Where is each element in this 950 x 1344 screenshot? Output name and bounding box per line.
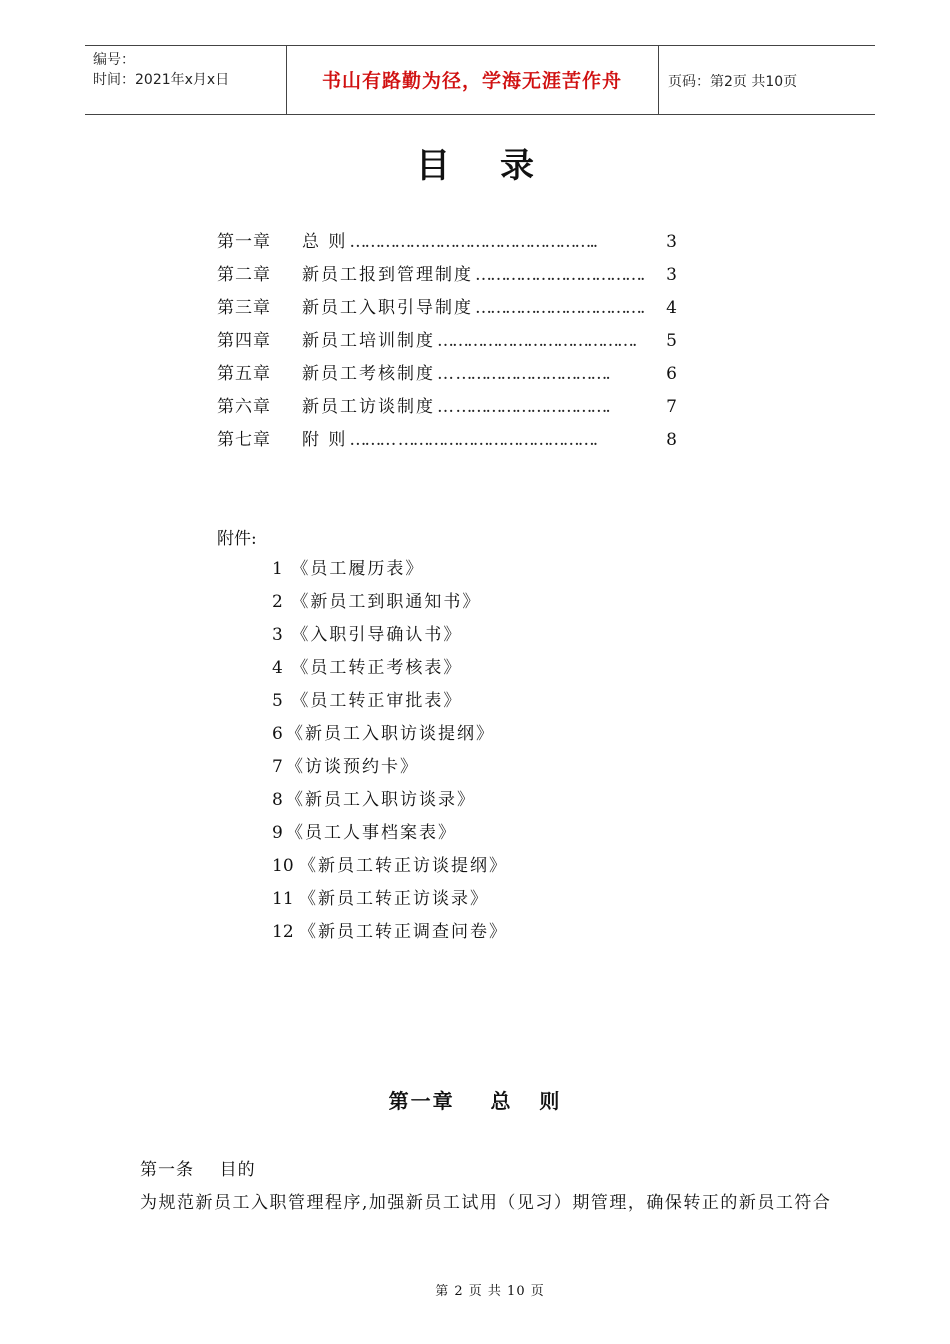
header-motto: 书山有路勤为径，学海无涯苦作舟 xyxy=(321,70,622,92)
toc-chapter: 第七章 xyxy=(217,430,271,450)
toc-chapter: 第五章 xyxy=(217,364,271,384)
attachment-number: 7 xyxy=(272,757,283,777)
toc-name: 新员工培训制度 xyxy=(302,331,435,351)
attachment-item xyxy=(272,752,508,785)
toc-name: 新员工访谈制度 xyxy=(302,397,435,417)
attachment-title: 《员工人事档案表》 xyxy=(286,823,457,843)
page-title: 目录 xyxy=(416,146,584,186)
attachment-item xyxy=(272,785,508,818)
toc-entry[interactable] xyxy=(217,426,677,459)
toc-page: 3 xyxy=(666,232,677,252)
toc-page: 3 xyxy=(666,265,677,285)
attachment-title: 《员工转正审批表》 xyxy=(291,691,463,711)
attachment-item xyxy=(272,587,508,620)
body-paragraph: 为规范新员工入职管理程序,加强新员工试用（见习）期管理，确保转正的新员工符合 xyxy=(140,1193,832,1213)
toc-leader: ……………………………. xyxy=(475,265,644,285)
toc-chapter: 第四章 xyxy=(217,331,271,351)
toc-name: 新员工考核制度 xyxy=(302,364,435,384)
time-label: 时间：2021年x月x日 xyxy=(93,72,230,88)
toc-leader: ………………………………………….. xyxy=(349,232,597,252)
toc-page: 5 xyxy=(666,331,677,351)
toc-page: 7 xyxy=(666,397,677,417)
attachment-number: 10 xyxy=(272,856,294,876)
toc-entry[interactable] xyxy=(217,261,677,294)
toc-name: 新员工入职引导制度 xyxy=(302,298,473,318)
toc-leader: …………………………………. xyxy=(437,331,636,351)
toc-leader: ……… …………………………………. xyxy=(349,430,597,450)
attachment-number: 5 xyxy=(272,691,283,711)
attachment-number: 8 xyxy=(272,790,283,810)
attachments-list xyxy=(272,554,508,950)
attachment-title: 《新员工入职访谈录》 xyxy=(286,790,476,810)
header-meta xyxy=(93,50,229,90)
chapter-heading: 第一章 总 则 xyxy=(388,1089,562,1113)
toc-entry[interactable] xyxy=(217,228,677,261)
attachment-number: 2 xyxy=(272,592,283,612)
attachment-title: 《访谈预约卡》 xyxy=(286,757,419,777)
toc-entry[interactable] xyxy=(217,327,677,360)
toc-chapter: 第六章 xyxy=(217,397,271,417)
attachment-title: 《员工履历表》 xyxy=(291,559,425,579)
attachment-item xyxy=(272,818,508,851)
page-footer: 第 2 页 共 10 页 xyxy=(435,1284,545,1299)
attachment-number: 3 xyxy=(272,625,283,645)
attachment-title: 《新员工入职访谈提纲》 xyxy=(286,724,495,744)
attachment-title: 《入职引导确认书》 xyxy=(291,625,463,645)
attachment-item xyxy=(272,653,508,686)
attachment-item xyxy=(272,554,508,587)
toc-name: 附 则 xyxy=(302,430,348,450)
table-of-contents xyxy=(217,228,677,459)
attachments-label: 附件: xyxy=(217,529,257,549)
toc-chapter: 第一章 xyxy=(217,232,271,252)
attachment-number: 11 xyxy=(272,889,294,909)
header-page-info: 页码：第2页 共10页 xyxy=(668,74,798,90)
attachment-title: 《新员工转正访谈录》 xyxy=(299,889,490,909)
toc-entry[interactable] xyxy=(217,294,677,327)
toc-entry[interactable] xyxy=(217,393,677,426)
attachment-item xyxy=(272,719,508,752)
toc-entry[interactable] xyxy=(217,360,677,393)
toc-page: 8 xyxy=(666,430,677,450)
attachment-number: 4 xyxy=(272,658,283,678)
attachment-number: 6 xyxy=(272,724,283,744)
attachment-item xyxy=(272,851,508,884)
toc-leader: … …………………………. xyxy=(437,364,609,384)
article-title: 第一条 目的 xyxy=(140,1160,256,1180)
attachment-item xyxy=(272,884,508,917)
header-divider xyxy=(658,46,659,114)
toc-page: 4 xyxy=(666,298,677,318)
attachment-title: 《新员工转正调查问卷》 xyxy=(299,922,509,942)
attachment-item xyxy=(272,917,508,950)
attachment-item xyxy=(272,620,508,653)
attachment-number: 9 xyxy=(272,823,283,843)
attachment-title: 《新员工到职通知书》 xyxy=(291,592,482,612)
toc-name: 新员工报到管理制度 xyxy=(302,265,473,285)
attachment-title: 《新员工转正访谈提纲》 xyxy=(299,856,509,876)
number-label: 编号： xyxy=(93,52,135,68)
toc-chapter: 第二章 xyxy=(217,265,271,285)
toc-leader: … …………………………. xyxy=(437,397,609,417)
attachment-title: 《员工转正考核表》 xyxy=(291,658,463,678)
toc-leader: ……………………………. xyxy=(475,298,644,318)
attachment-item xyxy=(272,686,508,719)
page-header xyxy=(85,45,875,115)
toc-name: 总 则 xyxy=(302,232,348,252)
toc-page: 6 xyxy=(666,364,677,384)
attachment-number: 12 xyxy=(272,922,294,942)
toc-chapter: 第三章 xyxy=(217,298,271,318)
attachment-number: 1 xyxy=(272,559,283,579)
